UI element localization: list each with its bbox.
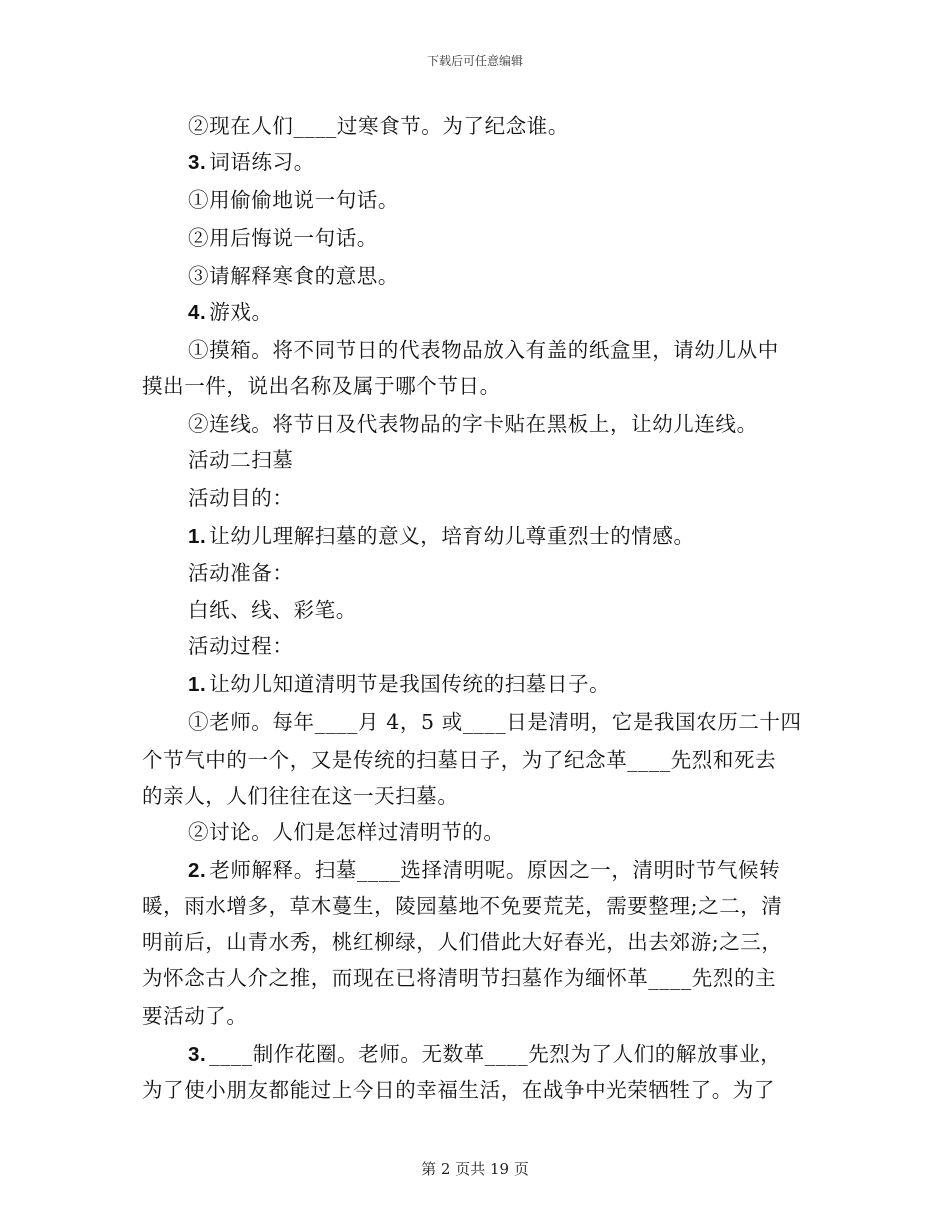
line-number: 4.	[188, 301, 207, 324]
line-19	[142, 778, 459, 814]
line-02	[188, 144, 315, 181]
line-18	[142, 742, 776, 778]
line-text: 为了使小朋友都能过上今日的幸福生活，在战争中光荣牺牲了。为了	[142, 1078, 775, 1102]
line-text: ____制作花圈。老师。无数革____先烈为了人们的解放事业，	[209, 1042, 782, 1066]
line-text: 游戏。	[209, 300, 273, 324]
line-07	[188, 332, 779, 368]
line-13	[188, 555, 294, 591]
line-text: 让幼儿理解扫墓的意义，培育幼儿尊重烈士的情感。	[209, 524, 695, 548]
line-text: 活动二扫墓	[188, 448, 294, 472]
line-10	[188, 442, 294, 478]
line-01	[188, 108, 569, 144]
line-06	[188, 294, 273, 331]
line-text: 明前后，山青水秀，桃红柳绿，人们借此大好春光，出去郊游;之三，	[142, 930, 783, 954]
line-text: ①用偷偷地说一句话。	[188, 188, 399, 212]
line-number: 1.	[188, 673, 207, 696]
line-03	[188, 182, 399, 218]
line-text: ①摸箱。将不同节日的代表物品放入有盖的纸盒里，请幼儿从中	[188, 338, 779, 362]
line-25	[142, 998, 248, 1034]
line-09	[188, 406, 758, 442]
line-text: 的亲人，人们往往在这一天扫墓。	[142, 784, 459, 808]
line-number: 1.	[188, 525, 207, 548]
line-text: 词语练习。	[209, 150, 315, 174]
line-24	[142, 960, 776, 996]
line-14	[188, 592, 357, 628]
line-text: ②讨论。人们是怎样过清明节的。	[188, 820, 505, 844]
line-number: 3.	[188, 151, 207, 174]
line-number: 2.	[188, 859, 207, 882]
page-footer: 第 2 页共 19 页	[421, 1160, 529, 1178]
line-text: 活动目的：	[188, 486, 294, 510]
line-22	[142, 888, 783, 924]
line-text: ②连线。将节日及代表物品的字卡贴在黑板上，让幼儿连线。	[188, 412, 758, 436]
line-15	[188, 628, 294, 664]
line-26	[188, 1036, 781, 1073]
line-17	[188, 704, 802, 740]
line-11	[188, 480, 294, 516]
line-12	[188, 518, 695, 555]
line-04	[188, 220, 378, 256]
line-text: 暖，雨水增多，草木蔓生，陵园墓地不免要荒芜，需要整理;之二，清	[142, 894, 783, 918]
line-text: 要活动了。	[142, 1004, 248, 1028]
line-number: 3.	[188, 1043, 207, 1066]
line-text: ②用后悔说一句话。	[188, 226, 378, 250]
line-23	[142, 924, 783, 960]
line-05	[188, 258, 399, 294]
page-header: 下载后可任意编辑	[426, 54, 523, 68]
line-text: 为怀念古人介之推，而现在已将清明节扫墓作为缅怀革____先烈的主	[142, 966, 777, 990]
line-16	[188, 666, 610, 703]
line-text: ②现在人们____过寒食节。为了纪念谁。	[188, 114, 569, 138]
line-text: ①老师。每年____月 4，5 或____日是清明，它是我国农历二十四	[188, 710, 802, 734]
line-text: 让幼儿知道清明节是我国传统的扫墓日子。	[209, 672, 611, 696]
line-text: ③请解释寒食的意思。	[188, 264, 399, 288]
line-21	[188, 852, 780, 889]
line-08	[142, 368, 501, 404]
line-text: 个节气中的一个，又是传统的扫墓日子，为了纪念革____先烈和死去	[142, 748, 777, 772]
line-text: 老师解释。扫墓____选择清明呢。原因之一，清明时节气候转	[209, 858, 781, 882]
line-text: 摸出一件，说出名称及属于哪个节日。	[142, 374, 501, 398]
line-27	[142, 1072, 775, 1108]
line-text: 活动过程：	[188, 634, 294, 658]
line-20	[188, 814, 505, 850]
line-text: 活动准备：	[188, 561, 294, 585]
line-text: 白纸、线、彩笔。	[188, 598, 357, 622]
